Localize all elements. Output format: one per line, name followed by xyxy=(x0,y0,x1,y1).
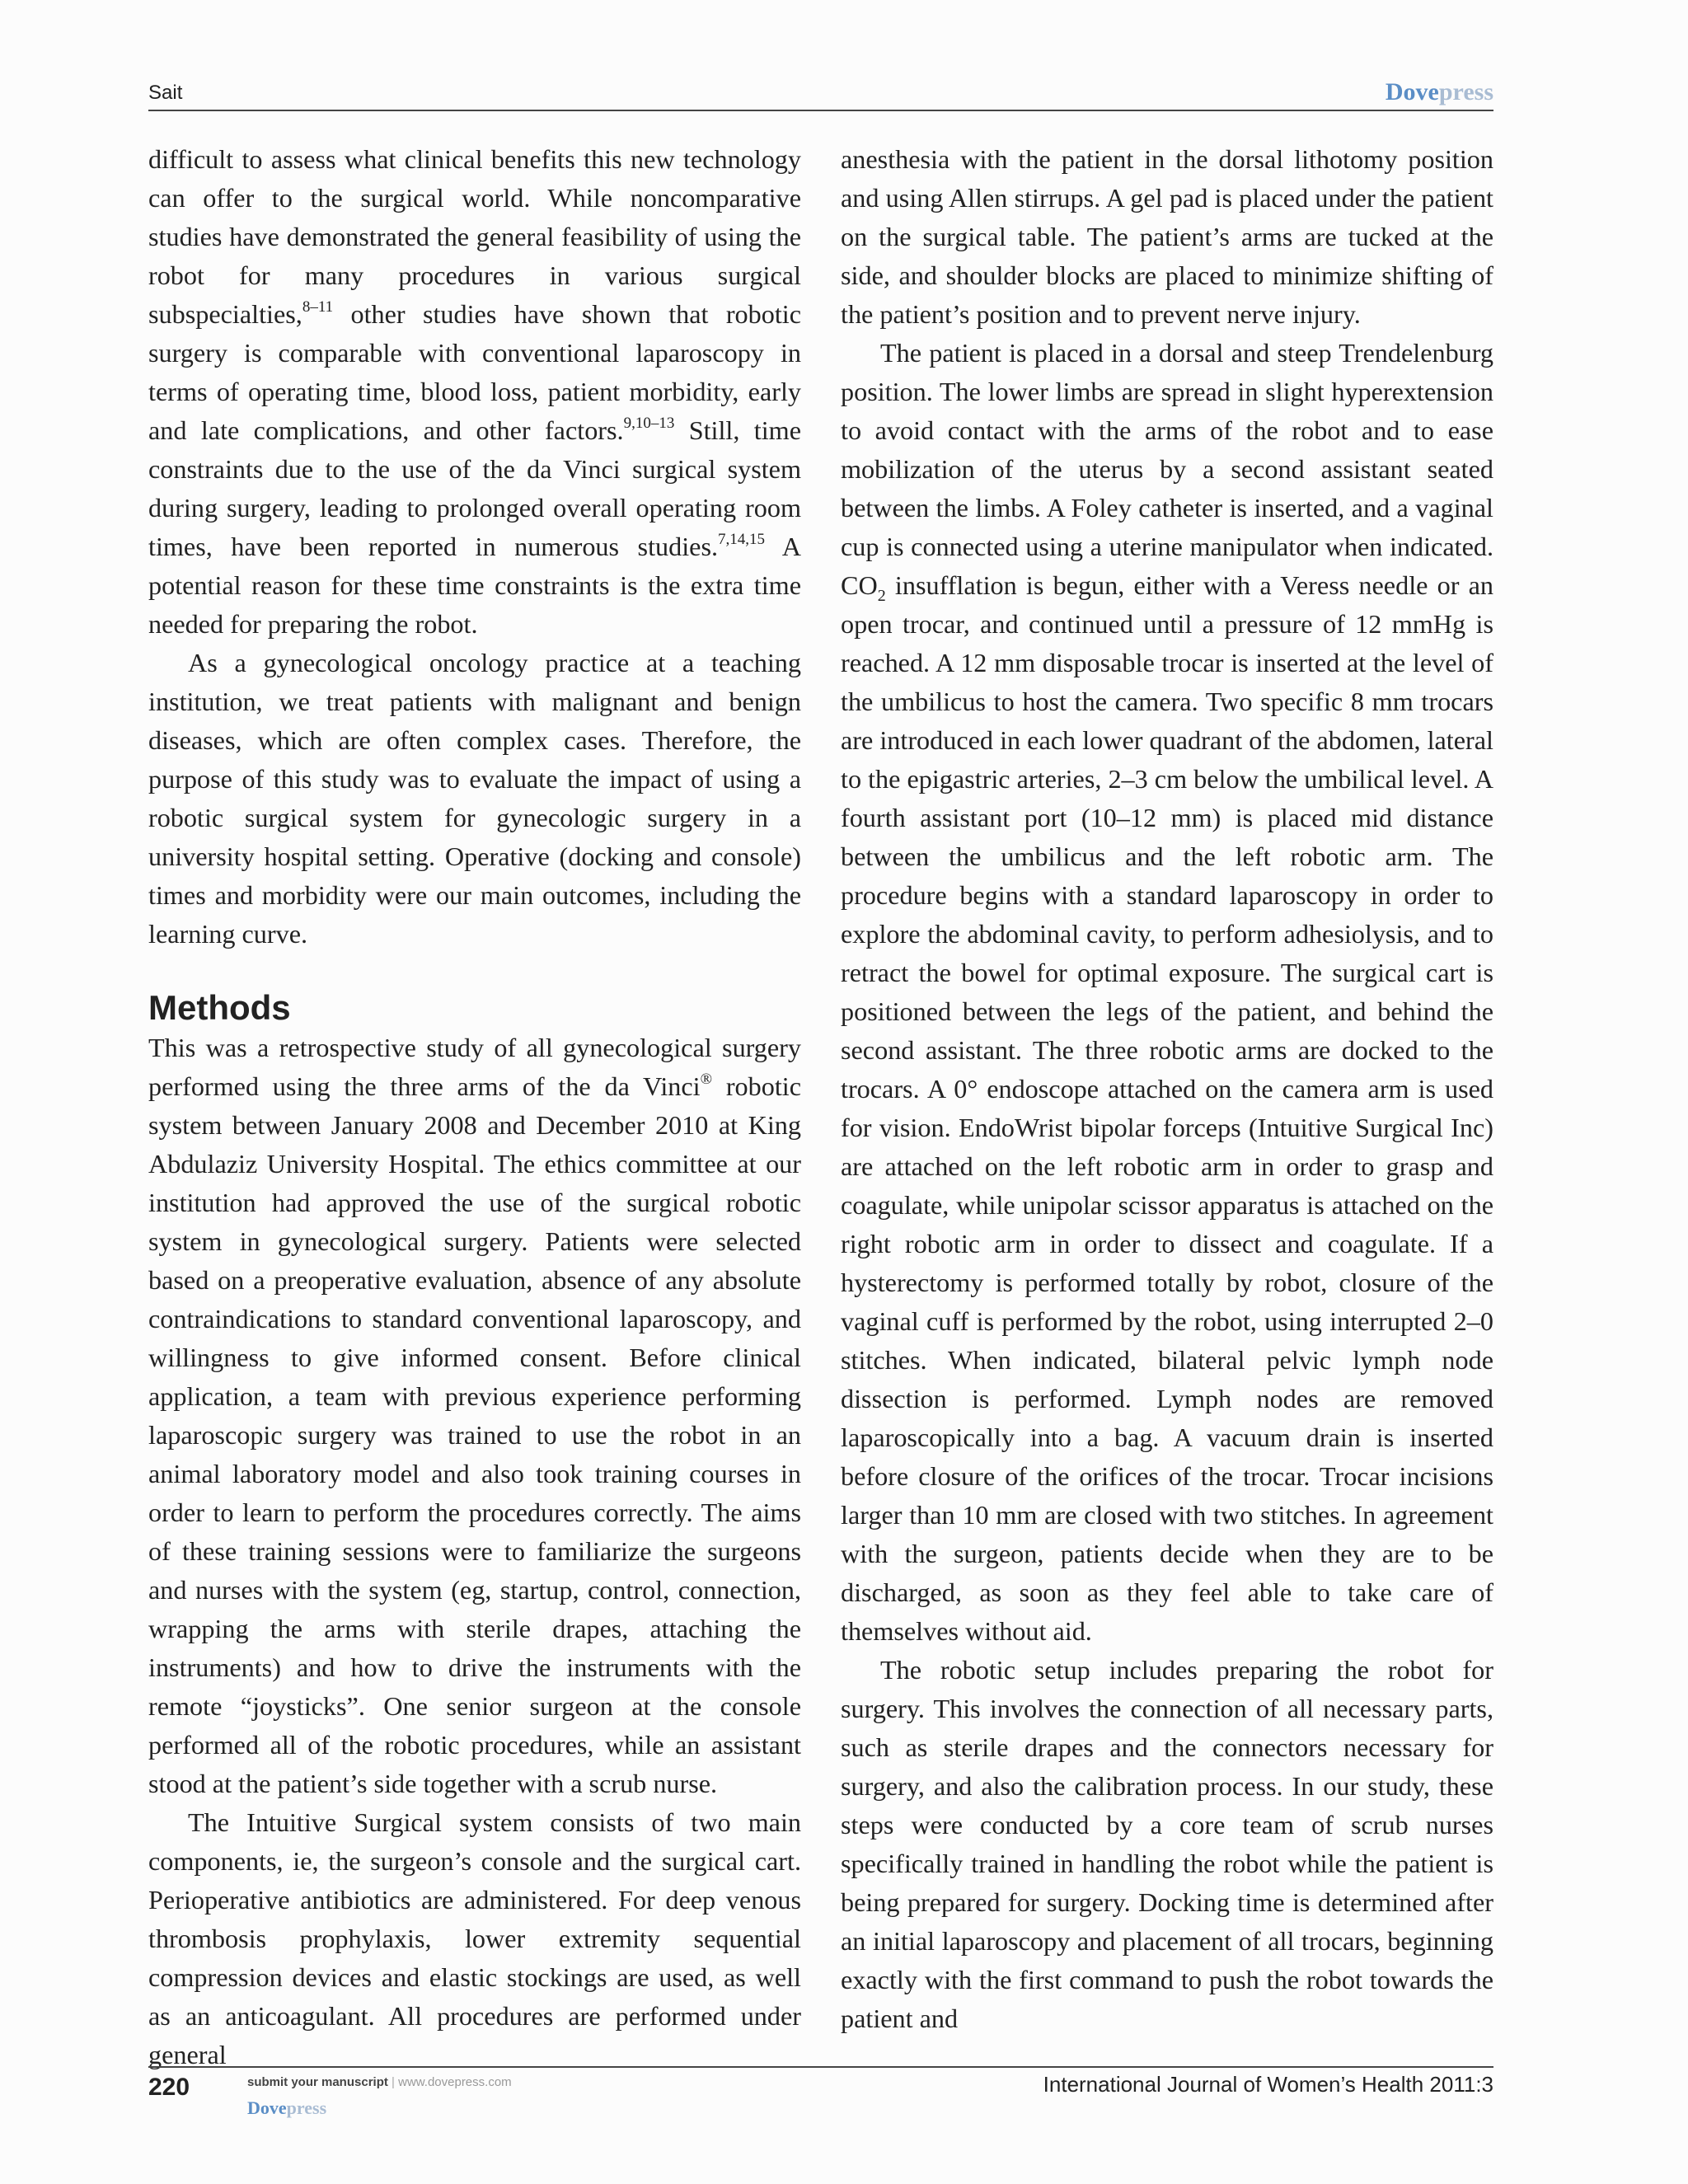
paragraph xyxy=(148,140,801,644)
citation-ref: 9,10–13 xyxy=(623,415,675,432)
text-run: Still, time constraints due to the use of the da Vinci surgical system during surgery, leading to prolonged overall operating room times, have been reported in numerous studies. xyxy=(148,415,801,561)
footer-dovepress-logo xyxy=(247,2097,326,2119)
text-run: robotic system between January 2008 and December 2010 at King Abdulaziz University Hospital. The ethics committee at our institution had approved the use of the surgical robotic system in gynecological surgery. Patients were selected based on a preoperative evaluation, absence of any absolute contraindications to standard conventional laparoscopy, and willingness to give informed consent. Before clinical application, a team with previous experience performing laparoscopic surgery was trained to use the robot in an animal laboratory model and also took training courses in order to learn to perform the procedures correctly. The aims of these training sessions were to familiarize the surgeons and nurses with the system (eg, startup, control, connection, wrapping the arms with sterile drapes, attaching the instruments) and how to drive the instruments with the remote “joysticks”. One senior surgeon at the console performed all of the robotic procedures, while an assistant stood at the patient’s side together with a scrub nurse. xyxy=(148,1071,801,1798)
logo-press: press xyxy=(286,2097,327,2118)
citation-ref: 8–11 xyxy=(302,298,334,316)
submit-manuscript-line xyxy=(247,2075,512,2089)
section-heading-methods: Methods xyxy=(148,988,291,1027)
footer-rule xyxy=(148,2066,1493,2068)
page-header xyxy=(148,77,1493,111)
logo-dove: Dove xyxy=(1385,78,1439,105)
text-run: difficult to assess what clinical benefits this new technology can offer to the surgical world. While noncomparative studies have demonstrated the general feasibility of using the robot for many procedures in various surgical subspecialties, xyxy=(148,144,801,329)
text-run: A potential reason for these time constraints is the extra time needed for preparing the robot. xyxy=(148,532,801,639)
registered-mark: ® xyxy=(700,1071,713,1088)
text-run: This was a retrospective study of all gynecological surgery performed using the three arms of the da Vinci xyxy=(148,1033,801,1101)
journal-citation: International Journal of Women’s Health 2011:3 xyxy=(1043,2072,1493,2097)
left-column xyxy=(148,140,801,2074)
dovepress-logo xyxy=(1386,78,1493,106)
logo-dove: Dove xyxy=(247,2097,287,2118)
paragraph xyxy=(841,334,1493,1651)
logo-press: press xyxy=(1438,78,1493,105)
text-run: The patient is placed in a dorsal and steep Trendelenburg position. The lower limbs are spread in slight hyperextension to avoid contact with the arms of the robot and to ease mobilization of the uterus by a second assistant seated between the limbs. A Foley catheter is inserted, and a vaginal cup is connected using a uterine manipulator when indicated. CO xyxy=(841,338,1493,600)
paragraph xyxy=(148,1029,801,1803)
subscript: 2 xyxy=(877,587,886,605)
separator: | xyxy=(392,2075,395,2089)
right-column xyxy=(841,140,1493,2038)
submit-manuscript-link[interactable]: submit your manuscript xyxy=(247,2075,388,2089)
running-head-author: Sait xyxy=(148,82,183,104)
paragraph: The robotic setup includes preparing the robot for surgery. This involves the connection of all necessary parts, such as sterile drapes and the connectors necessary for surgery, and also the calibration process. In our study, these steps were conducted by a core team of scrub nurses specifically trained in handling the robot while the patient is being prepared for surgery. Docking time is determined after an initial laparoscopy and placement of all trocars, beginning exactly with the first command to push the robot towards the patient and xyxy=(841,1655,1493,2033)
page-number: 220 xyxy=(148,2074,190,2101)
paragraph: As a gynecological oncology practice at a teaching institution, we treat patients with malignant and benign diseases, which are often complex cases. Therefore, the purpose of this study was to evaluate the impact of using a robotic surgical system for gynecologic surgery in a university hospital setting. Operative (docking and console) times and morbidity were our main outcomes, including the learning curve. xyxy=(148,648,801,949)
paragraph: The Intuitive Surgical system consists of two main components, ie, the surgeon’s console and the surgical cart. Perioperative antibiotics are administered. For deep venous thrombosis prophylaxis, lower extremity sequential compression devices and elastic stockings are used, as well as an anticoagulant. All procedures are performed under general xyxy=(148,1807,801,2069)
citation-ref: 7,14,15 xyxy=(718,531,766,548)
paragraph: anesthesia with the patient in the dorsal lithotomy position and using Allen stirrups. A gel pad is placed under the patient on the surgical table. The patient’s arms are tucked at the side, and shoulder blocks are placed to minimize shifting of the patient’s position and to prevent nerve injury. xyxy=(841,144,1493,329)
text-run: other studies have shown that robotic surgery is comparable with conventional laparoscopy in terms of operating time, blood loss, patient morbidity, early and late complications, and other factors. xyxy=(148,299,801,445)
website-link[interactable]: www.dovepress.com xyxy=(398,2075,512,2089)
text-run: insufflation is begun, either with a Veress needle or an open trocar, and continued until a pressure of 12 mmHg is reached. A 12 mm disposable trocar is inserted at the level of the umbilicus to host the camera. Two specific 8 mm trocars are introduced in each lower quadrant of the abdomen, lateral to the epigastric arteries, 2–3 cm below the umbilical level. A fourth assistant port (10–12 mm) is placed mid distance between the umbilicus and the left robotic arm. The procedure begins with a standard laparoscopy in order to explore the abdominal cavity, to perform adhesiolysis, and to retract the bowel for optimal exposure. The surgical cart is positioned between the legs of the patient, and behind the second assistant. The three robotic arms are docked to the trocars. A 0° endoscope attached on the camera arm is used for vision. EndoWrist bipolar forceps (Intuitive Surgical Inc) are attached on the left robotic arm in order to grasp and coagulate, while unipolar scissor apparatus is attached on the right robotic arm in order to dissect and coagulate. If a hysterectomy is performed totally by robot, closure of the vaginal cuff is performed by the robot, using interrupted 2–0 stitches. When indicated, bilateral pelvic lymph node dissection is performed. Lymph nodes are removed laparoscopically into a bag. A vacuum drain is inserted before closure of the orifices of the trocar. Trocar incisions larger than 10 mm are closed with two stitches. In agreement with the surgeon, patients decide when they are to be discharged, as soon as they feel able to take care of themselves without aid. xyxy=(841,570,1493,1646)
